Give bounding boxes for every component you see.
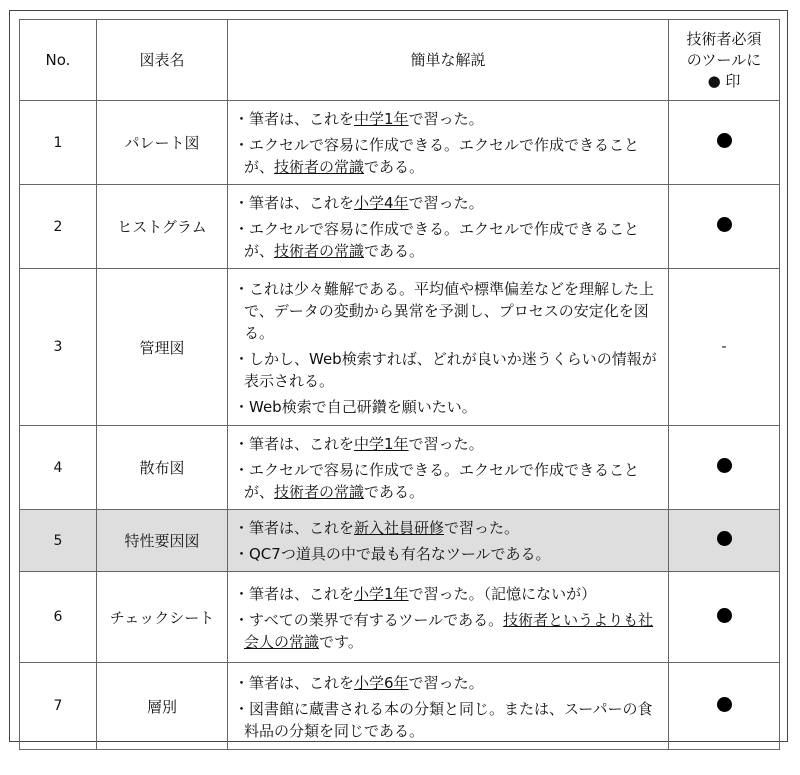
row-no: 4 [20,426,97,510]
row-name: パレート図 [97,101,228,185]
row-name: 層別 [97,663,228,750]
filled-circle-icon [717,697,732,712]
filled-circle-icon [717,133,732,148]
bullet-2: ・すべての業界で有するツールである。技術者というよりも社会人の常識です。 [234,610,654,651]
row-no: 7 [20,663,97,750]
bullet-1: ・これは少々難解である。平均値や標準偏差などを理解した上で、データの変動から異常を予測し、プロセスの安定化を図る。 [234,279,655,342]
bullet-1: ・筆者は、これを中学1年で習った。 [234,110,484,128]
row-mark [669,663,780,750]
row-name: 管理図 [97,269,228,426]
row-desc [228,572,669,663]
header-name: 図表名 [97,20,228,101]
table-row [20,101,780,185]
bullet-1: ・筆者は、これを小学1年で習った。（記憶にないが） [234,584,597,603]
bullet-1: ・筆者は、これを小学6年で習った。 [234,673,484,692]
header-tool [669,20,780,101]
row-name: 特性要因図 [97,510,228,572]
bullet-2: ・エクセルで容易に作成できる。エクセルで作成できることが、技術者の常識である。 [234,220,640,260]
bullet-1: ・筆者は、これを中学1年で習った。 [234,435,484,453]
table-row [20,269,780,426]
qc-tools-table [19,19,780,750]
filled-circle-icon [717,217,732,232]
row-desc [228,185,669,269]
header-tool-line1: 技術者必須 [686,29,762,48]
row-desc [228,510,669,572]
filled-circle-icon [717,608,732,623]
row-no: 1 [20,101,97,185]
row-mark [669,185,780,269]
bullet-2: ・QC7つ道具の中で最も有名なツールである。 [234,545,551,563]
row-name: ヒストグラム [97,185,228,269]
row-mark [669,572,780,663]
bullet-2: ・エクセルで容易に作成できる。エクセルで作成できることが、技術者の常識である。 [234,136,640,176]
bullet-2: ・図書館に蔵書される本の分類と同じ。または、スーパーの食料品の分類を同じである。 [234,699,653,740]
row-desc [228,101,669,185]
filled-circle-icon [717,531,732,546]
row-desc [228,426,669,510]
bullet-1: ・筆者は、これを小学4年で習った。 [234,194,484,212]
table-row [20,663,780,750]
bullet-3: ・Web検索で自己研鑽を願いたい。 [234,397,477,416]
row-mark [669,426,780,510]
row-mark-dash: - [721,339,727,355]
header-row [20,20,780,101]
row-mark [669,269,780,426]
row-no: 2 [20,185,97,269]
row-mark [669,510,780,572]
row-name: 散布図 [97,426,228,510]
bullet-1: ・筆者は、これを新入社員研修で習った。 [234,519,520,537]
row-no: 6 [20,572,97,663]
table-row-highlighted [20,510,780,572]
table-row [20,185,780,269]
header-tool-line3: ● 印 [707,71,741,90]
row-no: 5 [20,510,97,572]
header-desc: 簡単な解説 [228,20,669,101]
header-no: No. [20,20,97,101]
bullet-2: ・エクセルで容易に作成できる。エクセルで作成できることが、技術者の常識である。 [234,461,640,501]
bullet-2: ・しかし、Web検索すれば、どれが良いか迷うくらいの情報が表示される。 [234,349,657,390]
row-desc [228,663,669,750]
table-row [20,572,780,663]
row-desc [228,269,669,426]
row-no: 3 [20,269,97,426]
row-name: チェックシート [97,572,228,663]
header-tool-line2: のツールに [686,50,762,69]
row-mark [669,101,780,185]
table-row [20,426,780,510]
filled-circle-icon [717,458,732,473]
